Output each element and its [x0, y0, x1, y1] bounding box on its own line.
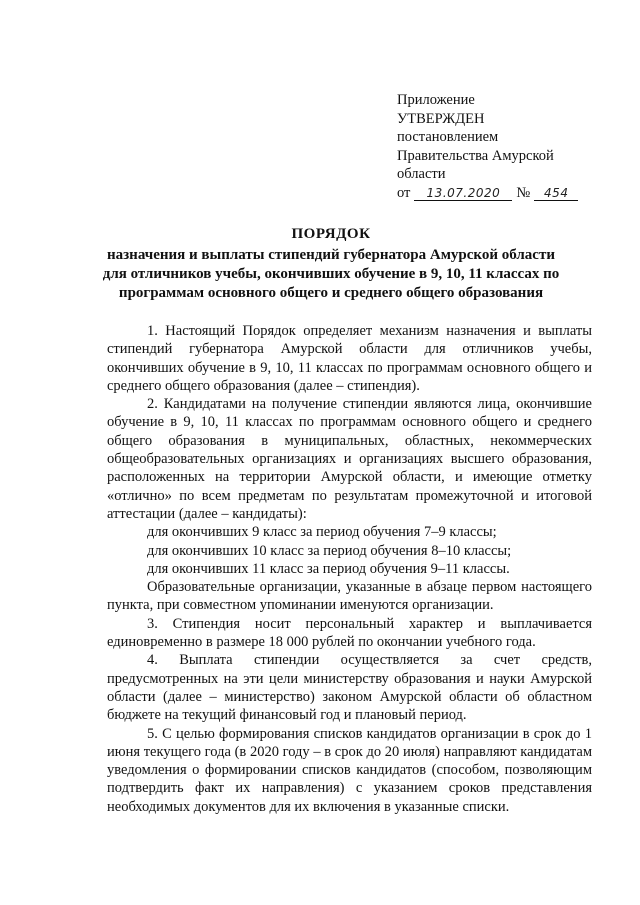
approval-line-government: Правительства Амурской [397, 147, 554, 164]
handwritten-number: 454 [534, 186, 578, 201]
approval-line-region: области [397, 166, 446, 182]
paragraph-2: 2. Кандидатами на получение стипендии являются лица, окончившие обучение в 9, 10, 11 классах по программам основного общего и среднего общего образования в муниципальных, областных, некоммерческих общеобразовательных организациях и организациях высшего образования, расположенных на территории Амурской области, и имеющие отметку «отлично» по всем предметам по результатам промежуточной и итоговой аттестации (далее – кандидаты): [107, 396, 592, 522]
document-title: ПОРЯДОК [291, 226, 371, 242]
paragraph-2-item-grade-10: для окончивших 10 класс за период обучения 8–10 классы; [147, 542, 512, 559]
paragraph-2-item-grade-11: для окончивших 11 класс за период обучения 9–11 классы. [147, 560, 510, 577]
approval-line-appendix: Приложение [397, 92, 475, 108]
paragraph-2-item-grade-9: для окончивших 9 класс за период обучения 7–9 классы; [147, 524, 497, 541]
handwritten-date: 13.07.2020 [414, 186, 512, 201]
paragraph-1: 1. Настоящий Порядок определяет механизм назначения и выплаты стипендий губернатора Амурской области для отличников учебы, окончивших обучение в 9, 10, 11 классах по программам основного общего и среднего общего образования (далее – стипендия). [107, 323, 592, 394]
approval-line-approved: УТВЕРЖДЕН [397, 110, 485, 127]
approval-line-resolution: постановлением [397, 129, 499, 145]
paragraph-4: 4. Выплата стипендии осуществляется за счет средств, предусмотренных на эти цели министерству образования и науки Амурской области (далее – министерство) законом Амурской области об областном бюджете на текущий финансовый год и плановый период. [107, 652, 592, 724]
approval-stamp-block [397, 91, 617, 202]
number-sign: № [516, 184, 531, 201]
document-subtitle: назначения и выплаты стипендий губернатора Амурской области для отличников учебы, окончивших обучение в 9, 10, 11 классах по программам основного общего и среднего общего образования [102, 247, 560, 301]
document-title-block [96, 225, 566, 303]
paragraph-2-organizations: Образовательные организации, указанные в абзаце первом настоящего пункта, при совместном упоминании именуются организации. [107, 579, 592, 614]
approval-date-number-row [397, 184, 617, 203]
paragraph-5: 5. С целью формирования списков кандидатов организации в срок до 1 июня текущего года (в 2020 году – в срок до 20 июля) направляют кандидатам уведомления о формировании списков кандидатов (способом, позволяющим подтвердить факт их направления) с указанием сроков представления необходимых документов для их включения в указанные списки. [107, 725, 592, 815]
paragraph-3: 3. Стипендия носит персональный характер и выплачивается единовременно в размере 18 000 рублей по окончании учебного года. [107, 615, 592, 651]
date-prefix: от [397, 184, 411, 201]
document-body [107, 322, 592, 816]
